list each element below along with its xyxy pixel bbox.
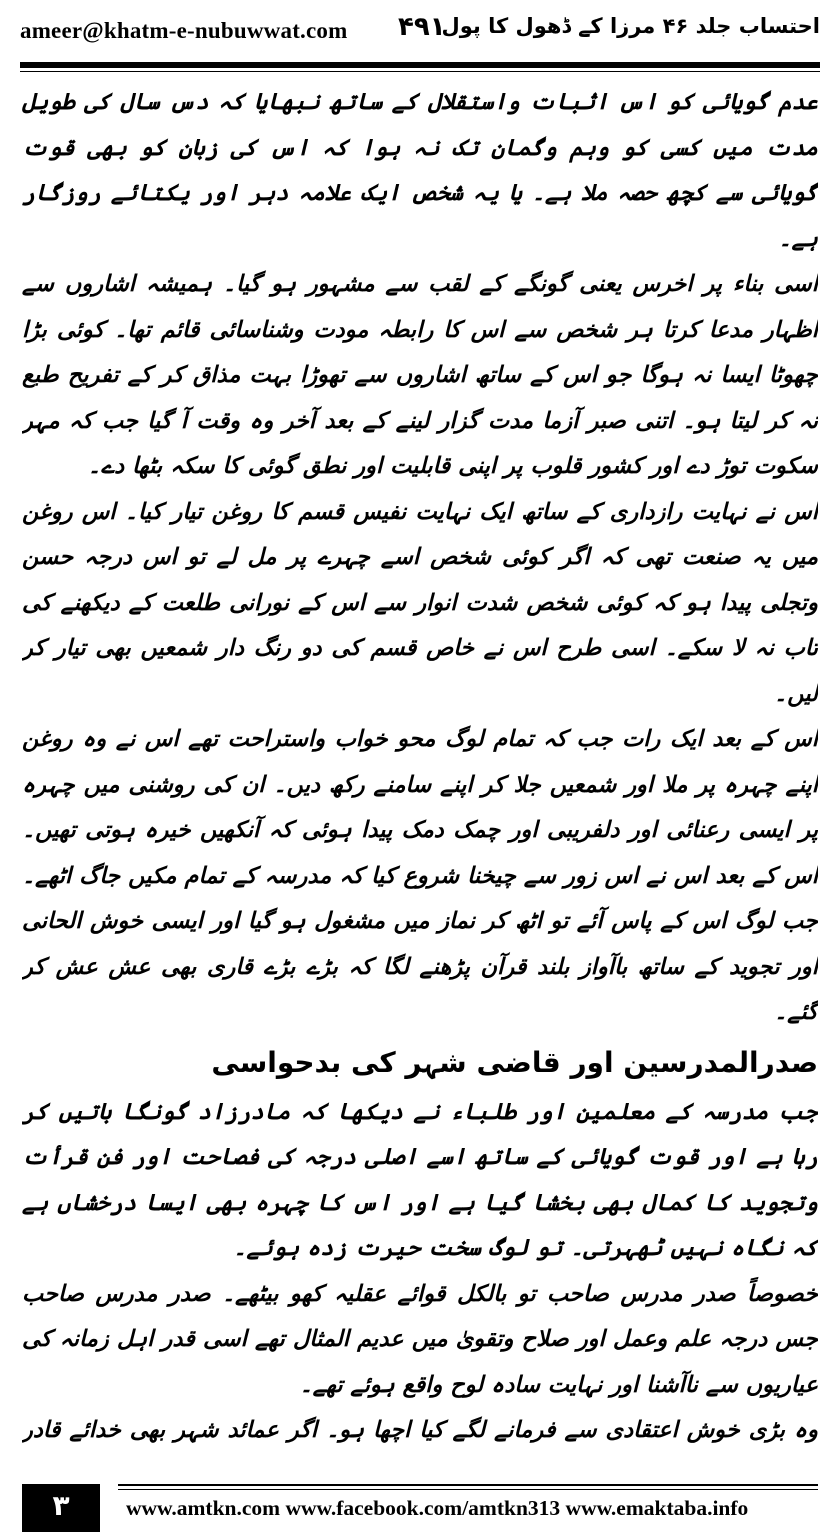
page-body	[22, 80, 818, 1462]
header-divider	[20, 62, 820, 68]
paragraph: اس کے بعد ایک رات جب کہ تمام لوگ محو خواب واستراحت تھے اس نے وہ روغن اپنے چہرہ پر ملا اور شمعیں جلا کر اپنے سامنے رکھ دیں۔ ان کی روشنی میں چہرہ پر ایسی رعنائی اور دلفریبی اور چمک دمک پیدا ہوئی کہ آنکھیں خیرہ ہوتی تھیں۔ اس کے بعد اس نے اس زور سے چیخنا شروع کیا کہ مدرسہ کے تمام مکیں جاگ اٹھے۔ جب لوگ اس کے پاس آئے تو اٹھ کر نماز میں مشغول ہو گیا اور ایسی خوش الحانی اور تجوید کے ساتھ باآواز بلند قرآن پڑھنے لگا کہ بڑے بڑے قاری بھی عش عش کر گئے۔	[22, 726, 818, 1025]
footer-page-number: ۳	[22, 1484, 100, 1532]
footer-divider	[118, 1484, 818, 1486]
section-heading: صدرالمدرسین اور قاضی شہر کی بدحواسی	[211, 1045, 818, 1079]
header-book-title: احتساب جلد ۴۶ مرزا کے ڈھول کا پول	[441, 14, 820, 38]
paragraph: اس نے نہایت رازداری کے ساتھ ایک نہایت نفیس قسم کا روغن تیار کیا۔ اس روغن میں یہ صنعت تھی کہ اگر کوئی شخص اسے چہرے پر مل لے تو اس درجہ حسن وتجلی پیدا ہو کہ کوئی شخص شدت انوار سے اس کے نورانی طلعت کے دیکھنے کی تاب نہ لا سکے۔ اسی طرح اس نے خاص قسم کی دو رنگ دار شمعیں بھی تیار کر لیں۔	[22, 498, 818, 707]
paragraph: عدم گویائی کو اس اثبات واستقلال کے ساتھ نبھایا کہ دس سال کی طویل مدت میں کسی کو وہم وگمان تک نہ ہوا کہ اس کی زبان کو بھی قوت گویائی سے کچھ حصہ ملا ہے۔ یا یہ شخص ایک علامہ دہر اور یکتائے روزگار ہے۔	[22, 89, 818, 252]
page-header	[20, 12, 820, 58]
footer-urls: www.amtkn.com www.facebook.com/amtkn313 www.emaktaba.info	[126, 1496, 749, 1520]
footer-divider-thin	[118, 1489, 818, 1490]
header-divider-thin	[20, 71, 820, 72]
paragraph: اسی بناء پر اخرس یعنی گونگے کے لقب سے مشہور ہو گیا۔ ہمیشہ اشاروں سے اظہار مدعا کرتا ہر شخص سے اس کا رابطہ مودت وشناسائی قائم تھا۔ کوئی بڑا چھوٹا ایسا نہ ہوگا جو اس کے ساتھ اشاروں سے تھوڑا بہت مذاق کر کے تفریح طبع نہ کر لیتا ہو۔ اتنی صبر آزما مدت گزار لینے کے بعد آخر وہ وقت آ گیا جب کہ مہر سکوت توڑ دے اور کشور قلوب پر اپنی قابلیت اور نطق گوئی کا سکہ بٹھا دے۔	[22, 271, 818, 479]
header-email: ameer@khatm-e-nubuwwat.com	[20, 18, 348, 43]
page-footer	[22, 1484, 818, 1534]
paragraph: وہ بڑی خوش اعتقادی سے فرمانے لگے کیا اچھا ہو۔ اگر عمائد شہر بھی خدائے قادر	[22, 1417, 818, 1443]
paragraph: جب مدرسہ کے معلمین اور طلباء نے دیکھا کہ مادرزاد گونگا باتیں کر رہا ہے اور قوت گویائی کے ساتھ اسے اصلی درجہ کی فصاحت اور فن قرأت وتجوید کا کمال بھی بخشا گیا ہے اور اس کا چہرہ بھی ایسا درخشاں ہے کہ نگاہ نہیں ٹھہرتی۔ تو لوگ سخت حیرت زدہ ہوئے۔	[22, 1098, 818, 1261]
header-page-number: ۴۹۱	[398, 12, 446, 42]
paragraph: خصوصاً صدر مدرس صاحب تو بالکل قوائے عقلیہ کھو بیٹھے۔ صدر مدرس صاحب جس درجہ علم وعمل اور صلاح وتقویٰ میں عدیم المثال تھے اسی قدر اہل زمانہ کی عیاریوں سے ناآشنا اور نہایت سادہ لوح واقع ہوئے تھے۔	[22, 1280, 818, 1398]
